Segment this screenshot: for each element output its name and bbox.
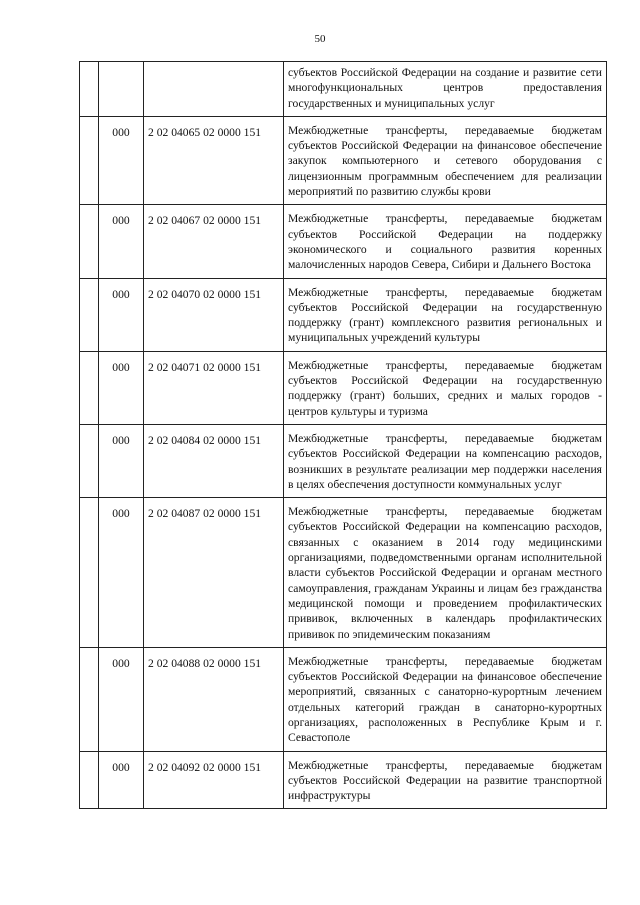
empty-cell — [80, 498, 99, 648]
budget-code-cell: 2 02 04092 02 0000 151 — [144, 751, 284, 809]
empty-cell — [80, 62, 99, 117]
admin-code-cell — [99, 62, 144, 117]
admin-code-cell: 000 — [99, 424, 144, 497]
budget-code-cell: 2 02 04067 02 0000 151 — [144, 205, 284, 278]
table-row — [80, 278, 607, 351]
admin-code-cell: 000 — [99, 498, 144, 648]
page-number: 50 — [314, 33, 326, 45]
budget-classification-table — [79, 61, 607, 809]
description-cell: Межбюджетные трансферты, передаваемые бюджетам субъектов Российской Федерации на государственную поддержку (грант) больших, средних и малых городов - центров культуры и туризма — [284, 351, 607, 424]
empty-cell — [80, 351, 99, 424]
description-cell: Межбюджетные трансферты, передаваемые бюджетам субъектов Российской Федерации на финансовое обеспечение закупок компьютерного и сетевого оборудования с лицензионным программным обеспечением для реализации мероприятий по развитию службы крови — [284, 116, 607, 204]
empty-cell — [80, 116, 99, 204]
table-row — [80, 498, 607, 648]
empty-cell — [80, 751, 99, 809]
admin-code-cell: 000 — [99, 205, 144, 278]
table-row — [80, 205, 607, 278]
empty-cell — [80, 647, 99, 751]
table-row — [80, 751, 607, 809]
budget-code-cell: 2 02 04084 02 0000 151 — [144, 424, 284, 497]
admin-code-cell: 000 — [99, 647, 144, 751]
admin-code-cell: 000 — [99, 278, 144, 351]
empty-cell — [80, 424, 99, 497]
budget-code-cell: 2 02 04065 02 0000 151 — [144, 116, 284, 204]
admin-code-cell: 000 — [99, 116, 144, 204]
budget-code-cell: 2 02 04071 02 0000 151 — [144, 351, 284, 424]
description-cell: Межбюджетные трансферты, передаваемые бюджетам субъектов Российской Федерации на компенсацию расходов, связанных с оказанием в 2014 году медицинскими организациями, подведомственными органам исполнительной власти субъектов Российской Федерации и органам местного самоуправления, гражданам Украины и лицам без гражданства медицинской помощи и проведением профилактических прививок, включенных в календарь профилактических прививок по эпидемическим показаниям — [284, 498, 607, 648]
description-cell: Межбюджетные трансферты, передаваемые бюджетам субъектов Российской Федерации на развитие транспортной инфраструктуры — [284, 751, 607, 809]
empty-cell — [80, 205, 99, 278]
table-row — [80, 424, 607, 497]
description-cell: Межбюджетные трансферты, передаваемые бюджетам субъектов Российской Федерации на финансовое обеспечение мероприятий, связанных с санаторно-курортным лечением отдельных категорий граждан в санаторно-курортных организациях, расположенных в Республике Крым и г. Севастополе — [284, 647, 607, 751]
description-cell: Межбюджетные трансферты, передаваемые бюджетам субъектов Российской Федерации на государственную поддержку (грант) комплексного развития региональных и муниципальных учреждений культуры — [284, 278, 607, 351]
budget-code-cell: 2 02 04070 02 0000 151 — [144, 278, 284, 351]
admin-code-cell: 000 — [99, 351, 144, 424]
table-row — [80, 116, 607, 204]
admin-code-cell: 000 — [99, 751, 144, 809]
budget-code-cell: 2 02 04087 02 0000 151 — [144, 498, 284, 648]
table-row — [80, 351, 607, 424]
description-cell: Межбюджетные трансферты, передаваемые бюджетам субъектов Российской Федерации на поддержку экономического и социального развития коренных малочисленных народов Севера, Сибири и Дальнего Востока — [284, 205, 607, 278]
budget-code-cell: 2 02 04088 02 0000 151 — [144, 647, 284, 751]
table-row — [80, 647, 607, 751]
table-row — [80, 62, 607, 117]
empty-cell — [80, 278, 99, 351]
budget-code-cell — [144, 62, 284, 117]
description-cell: субъектов Российской Федерации на создание и развитие сети многофункциональных центров предоставления государственных и муниципальных услуг — [284, 62, 607, 117]
description-cell: Межбюджетные трансферты, передаваемые бюджетам субъектов Российской Федерации на компенсацию расходов, возникших в результате реализации мер поддержки населения в целях обеспечения доступности коммунальных услуг — [284, 424, 607, 497]
